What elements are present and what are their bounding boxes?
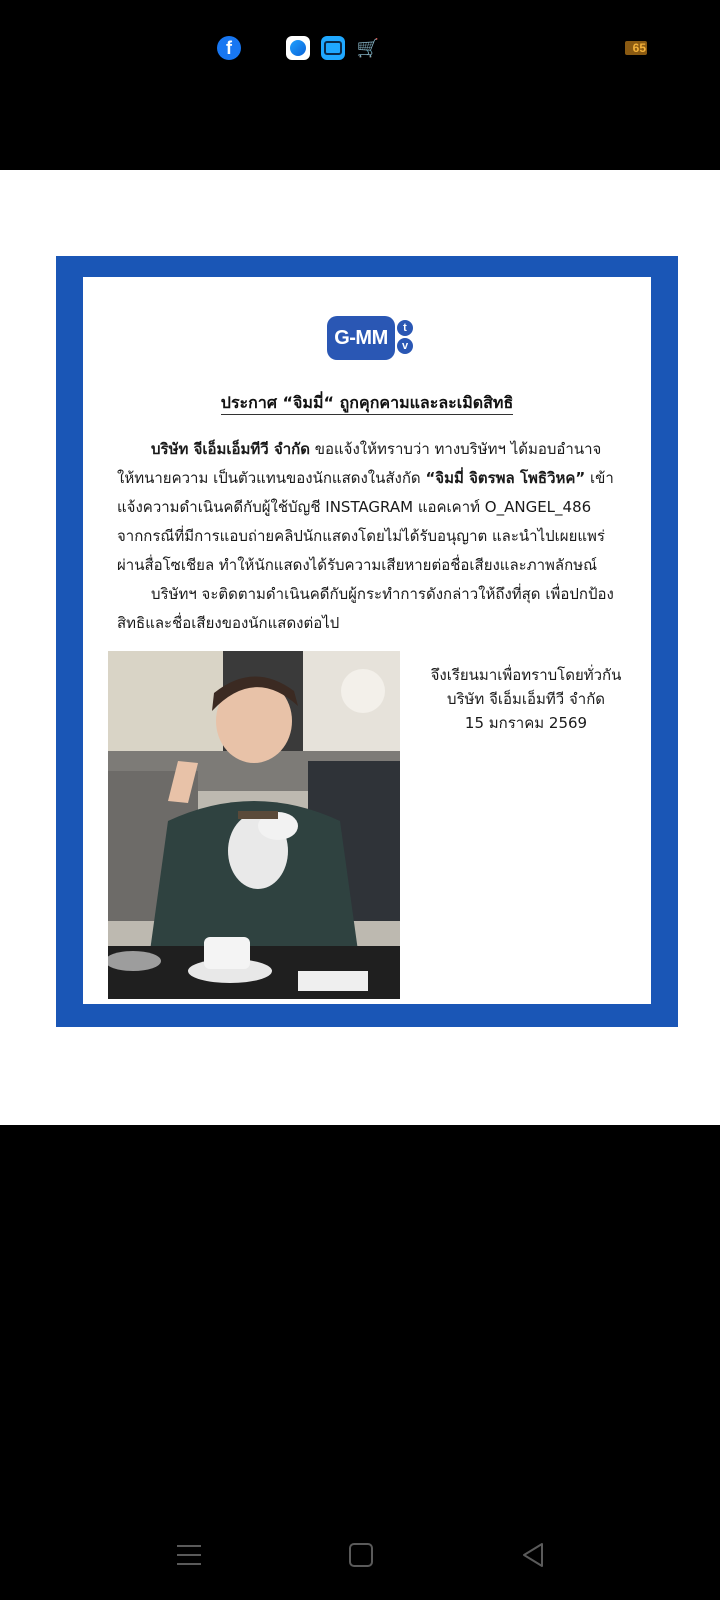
logo-text: G-MM bbox=[327, 316, 395, 360]
menu-icon bbox=[176, 1543, 202, 1567]
announcement-card bbox=[83, 277, 651, 1004]
back-icon bbox=[520, 1542, 546, 1568]
logo-t: t bbox=[397, 320, 413, 336]
closing-line: จึงเรียนมาเพื่อทราบโดยทั่วกัน bbox=[430, 666, 622, 684]
announcement-date: 15 มกราคม 2569 bbox=[464, 714, 588, 732]
gmmtv-logo bbox=[327, 316, 413, 360]
blue-app-icon bbox=[286, 36, 310, 60]
company-name: บริษัท จีเอ็มเอ็มทีวี จำกัด bbox=[151, 440, 310, 458]
announcement-frame bbox=[56, 256, 678, 1027]
battery-icon: 65 bbox=[625, 41, 647, 55]
signature-block bbox=[401, 663, 651, 735]
navigation-bar bbox=[0, 1500, 720, 1600]
actor-photo bbox=[108, 651, 400, 999]
announcement-body bbox=[117, 435, 617, 638]
logo-v: v bbox=[397, 338, 413, 354]
back-button[interactable] bbox=[516, 1540, 550, 1570]
paragraph-1: บริษัท จีเอ็มเอ็มทีวี จำกัด ขอแจ้งให้ทราบว่า ทางบริษัทฯ ได้มอบอำนาจให้ทนายความ เป็นตัวแทนของนักแสดงในสังกัด “จิมมี่ จิตรพล โพธิวิหค” เข้าแจ้งความดำเนินคดีกับผู้ใช้บัญชี INSTAGRAM แอคเคาท์ O_ANGEL_486 จากกรณีที่มีการแอบถ่ายคลิปนักแสดงโดยไม่ได้รับอนุญาต และนำไปเผยแพร่ผ่านสื่อโซเชียล ทำให้นักแสดงได้รับความเสียหายต่อชื่อเสียงและภาพลักษณ์ bbox=[117, 440, 614, 574]
paragraph-2: บริษัทฯ จะติดตามดำเนินคดีกับผู้กระทำการดังกล่าวให้ถึงที่สุด เพื่อปกป้องสิทธิและชื่อเสียงของนักแสดงต่อไป bbox=[117, 585, 614, 632]
home-button[interactable] bbox=[344, 1540, 378, 1570]
image-viewer[interactable] bbox=[0, 170, 720, 1125]
status-bar bbox=[0, 0, 720, 96]
actor-name: “จิมมี่ จิตรพล โพธิวิหค” bbox=[425, 469, 586, 487]
facebook-icon: f bbox=[217, 36, 241, 60]
cart-app-icon: 🛒 bbox=[356, 37, 380, 58]
menu-button[interactable] bbox=[172, 1540, 206, 1570]
company-signature: บริษัท จีเอ็มเอ็มทีวี จำกัด bbox=[446, 690, 606, 708]
home-icon bbox=[348, 1542, 374, 1568]
tv-app-icon bbox=[321, 36, 345, 60]
announcement-title: ประกาศ “จิมมี่“ ถูกคุกคามและละเมิดสิทธิ bbox=[83, 391, 651, 416]
